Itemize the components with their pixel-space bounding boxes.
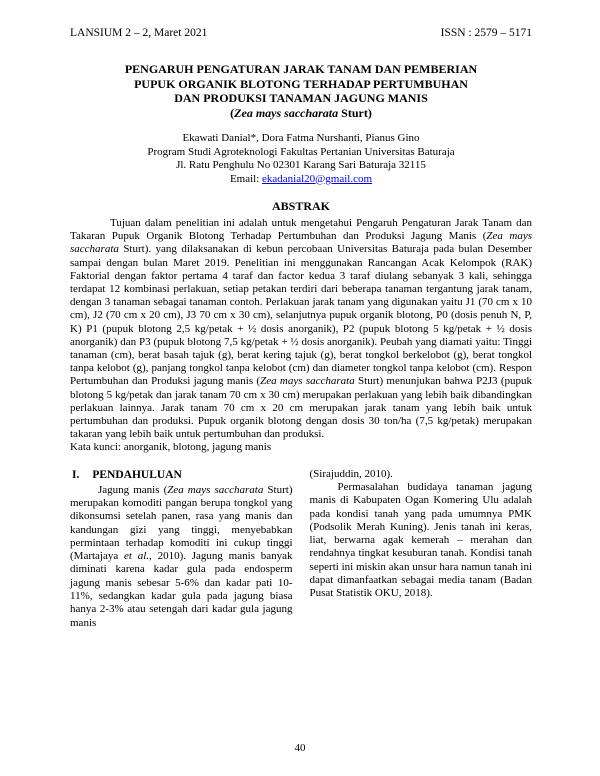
keywords-line: Kata kunci: anorganik, blotong, jagung manis — [70, 441, 272, 454]
abstract-text-2: Sturt). yang dilaksanakan di kebun percobaan Universitas Baturaja pada bulan Desember sampai dengan bulan Maret 2019. Penelitian ini menggunakan Rancangan Acak Kelompok (RAK) Faktorial dengan faktor pertama 4 taraf dan factor kedua 3 taraf diulang sebanyak 3 kali, sehingga terdapat 12 kombinasi perlakuan, setiap petakan terdiri dari beberapa tanaman tergantung jarak tanam, dengan 3 tanaman sebagai tanaman contoh. Perlakuan jarak tanam yang digunakan yaitu J1 (70 cm x 10 cm), J2 (70 cm x 20 cm), J3 70 cm x 30 cm), selanjutnya pupuk organik blotong, P0 (dosis penuh N, P, K) P1 (pupuk blotong 2,5 kg/petak + ½ dosis anorganik), P2 (pupuk blotong 5 kg/petak + ½ dosis anorganik) dan P3 (pupuk blotong 7,5 kg/petak + ½ dosis anorganik). Peubah yang diamati yaitu: Tinggi tanaman (cm), berat basah tajuk (g), berat kering tajuk (g), berat tongkol berkelobot (g), berat tongkol tanpa kelobot (g), panjang tongkol tanpa kelobot (cm) dan diameter tongkol tanpa kelobot (cm). Respon Pertumbuhan dan Produksi jagung manis ( — [70, 243, 532, 388]
title-line-2: PUPUK ORGANIK BLOTONG TERHADAP PERTUMBUHAN — [134, 76, 468, 91]
title-line-3: DAN PRODUKSI TANAMAN JAGUNG MANIS — [174, 91, 428, 105]
affiliation: Program Studi Agroteknologi Fakultas Pertanian Universitas Baturaja — [147, 145, 455, 158]
page-footer — [0, 742, 600, 754]
intro-paragraph-2: Permasalahan budidaya tanaman jagung manis di Kabupaten Ogan Komering Ulu adalah pada kondisi tanah yang pada umumnya PMK (Podsolik Merah Kuning). Jenis tanah ini keras, liat, berwarna agak kemerah – merahan dan rendahnya tingkat kesuburan tanah. Kondisi tanah seperti ini miskin akan unsur hara namun tanah ini dapat dimanfaatkan sebagai media tanam (Badan Pusat Statistik OKU, 2018). — [309, 480, 532, 600]
author-names: Ekawati Danial*, Dora Fatma Nurshanti, Pianus Gino — [182, 132, 420, 144]
author-block — [70, 132, 532, 186]
intro-etal-italic: et al., — [124, 550, 152, 563]
abstract-species-2: Zea mays saccharata — [260, 375, 355, 388]
right-column — [310, 468, 533, 630]
email-label: Email: — [229, 172, 263, 185]
intro-text-1a: Jagung manis ( — [98, 483, 168, 496]
journal-header — [70, 26, 532, 40]
page-number: 40 — [294, 742, 306, 754]
species-paren-open: ( — [230, 105, 235, 120]
species-name-italic: Zea mays saccharata — [234, 105, 339, 120]
body-columns — [70, 468, 532, 630]
email-line — [70, 173, 532, 187]
intro-paragraph-1 — [70, 484, 293, 630]
title-block — [70, 62, 532, 120]
journal-name: LANSIUM 2 – 2, Maret 2021 — [70, 27, 208, 39]
section-heading-pendahuluan — [72, 468, 293, 482]
title-line-1: PENGARUH PENGATURAN JARAK TANAM DAN PEMBERIAN — [124, 62, 478, 76]
intro-species-italic: Zea mays saccharata — [167, 483, 264, 496]
intro-text-1c: 2010). Jagung manis banyak diminati karena kadar gula pada endosperm jagung manis sebesar 5-6% dan kadar pati 10-11%, sedangkan kadar gula pada jagung biasa hanya 2-3% atau setengah dari kadar gula jagung manis — [70, 550, 293, 629]
section-title: PENDAHULUAN — [92, 468, 182, 481]
intro-paragraph-1-continuation: (Sirajuddin, 2010). — [309, 467, 393, 480]
article-title — [70, 62, 532, 120]
abstract-heading: ABSTRAK — [271, 199, 330, 213]
email-link[interactable]: ekadanial20@gmail.com — [262, 172, 373, 185]
left-column — [70, 468, 293, 630]
abstract-species-1: Zea mays saccharata — [70, 230, 532, 256]
species-suffix: Sturt) — [338, 105, 372, 120]
abstract-text-3: Sturt) menunjukan bahwa P2J3 (pupuk blotong 5 kg/petak dan jarak tanam 70 cm x 30 cm) merupakan perlakuan yang lebih baik dibandingkan perlakuan lainnya. Jarak tanam 70 cm x 20 cm merupakan jarak tanam yang lebih baik untuk pertumbuhan dan produksi. Pupuk organik blotong dengan dosis 30 ton/ha (7,5 kg/petak) merupakan takaran yang lebih baik untuk pertumbuhan dan produksi. — [70, 375, 532, 441]
title-line-species — [70, 106, 532, 121]
abstract-paragraph — [70, 217, 532, 441]
section-number: I. — [72, 468, 80, 481]
abstract-text-1: Tujuan dalam penelitian ini adalah untuk mengetahui Pengaruh Pengaturan Jarak Tanam dan Takaran Pupuk Organik Blotong Terhadap Pertumbuhan dan Produksi Jagung Manis ( — [70, 217, 532, 243]
address: Jl. Ratu Penghulu No 02301 Karang Sari Baturaja 32115 — [176, 159, 426, 171]
intro-text-1b: Sturt) merupakan komoditi pangan berupa tongkol yang dikonsumsi setelah panen, rasa yang manis dan kandungan gizi yang tinggi, menyebabkan permintaan terhadap komoditi ini cukup tinggi (Martajaya — [70, 483, 293, 563]
issn-number: ISSN : 2579 – 5171 — [440, 27, 532, 39]
